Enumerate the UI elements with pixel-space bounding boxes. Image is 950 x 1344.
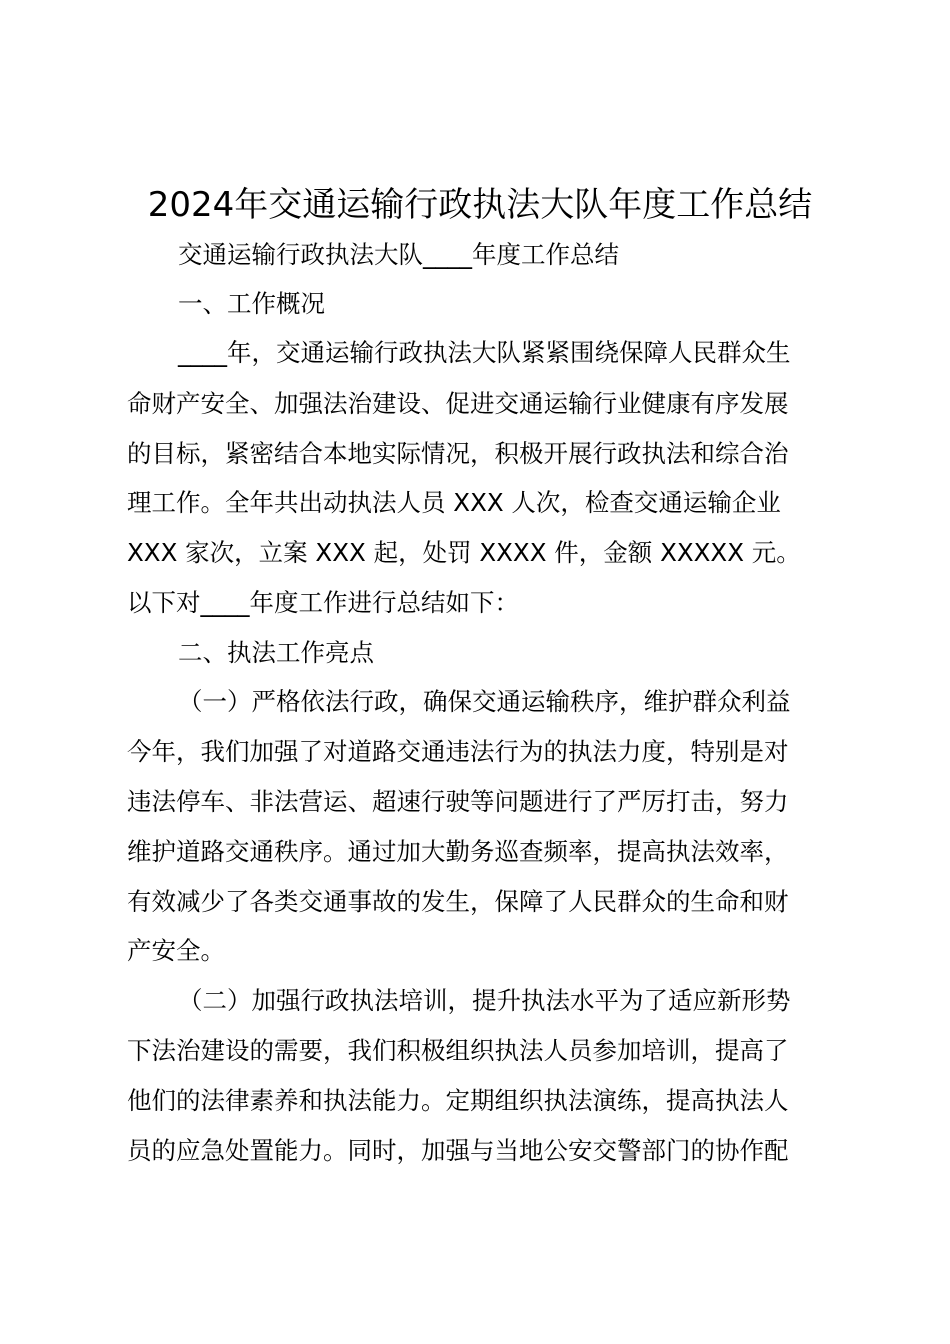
- subsection-heading-2: （二）加强行政执法培训，提升执法水平为了适应新形势: [178, 986, 791, 1015]
- paragraph-line: 违法停车、非法营运、超速行驶等问题进行了严厉打击，努力: [127, 787, 789, 816]
- subtitle-line: 交通运输行政执法大队____年度工作总结: [178, 240, 619, 269]
- paragraph-line: 理工作。全年共出动执法人员 XXX 人次，检查交通运输企业: [127, 488, 781, 517]
- paragraph-line: 有效减少了各类交通事故的发生，保障了人民群众的生命和财: [127, 887, 789, 916]
- paragraph-line: 员的应急处置能力。同时，加强与当地公安交警部门的协作配: [127, 1136, 789, 1165]
- paragraph-line: ____年，交通运输行政执法大队紧紧围绕保障人民群众生: [178, 338, 791, 367]
- paragraph-line: XXX 家次，立案 XXX 起，处罚 XXXX 件，金额 XXXXX 元。: [127, 538, 801, 567]
- subsection-heading-1: （一）严格依法行政，确保交通运输秩序，维护群众利益: [178, 687, 791, 716]
- paragraph-line: 今年，我们加强了对道路交通违法行为的执法力度，特别是对: [127, 737, 789, 766]
- section-heading-highlights: 二、执法工作亮点: [178, 638, 374, 667]
- paragraph-line: 命财产安全、加强法治建设、促进交通运输行业健康有序发展: [127, 389, 789, 418]
- paragraph-line: 下法治建设的需要，我们积极组织执法人员参加培训，提高了: [127, 1036, 789, 1065]
- paragraph-line: 以下对____年度工作进行总结如下：: [127, 588, 519, 617]
- paragraph-line: 的目标，紧密结合本地实际情况，积极开展行政执法和综合治: [127, 439, 789, 468]
- section-heading-overview: 一、工作概况: [178, 289, 325, 318]
- document-title: 2024年交通运输行政执法大队年度工作总结: [147, 185, 813, 225]
- paragraph-line: 产安全。: [127, 936, 225, 965]
- paragraph-line: 他们的法律素养和执法能力。定期组织执法演练，提高执法人: [127, 1086, 789, 1115]
- paragraph-line: 维护道路交通秩序。通过加大勤务巡查频率，提高执法效率，: [127, 837, 789, 866]
